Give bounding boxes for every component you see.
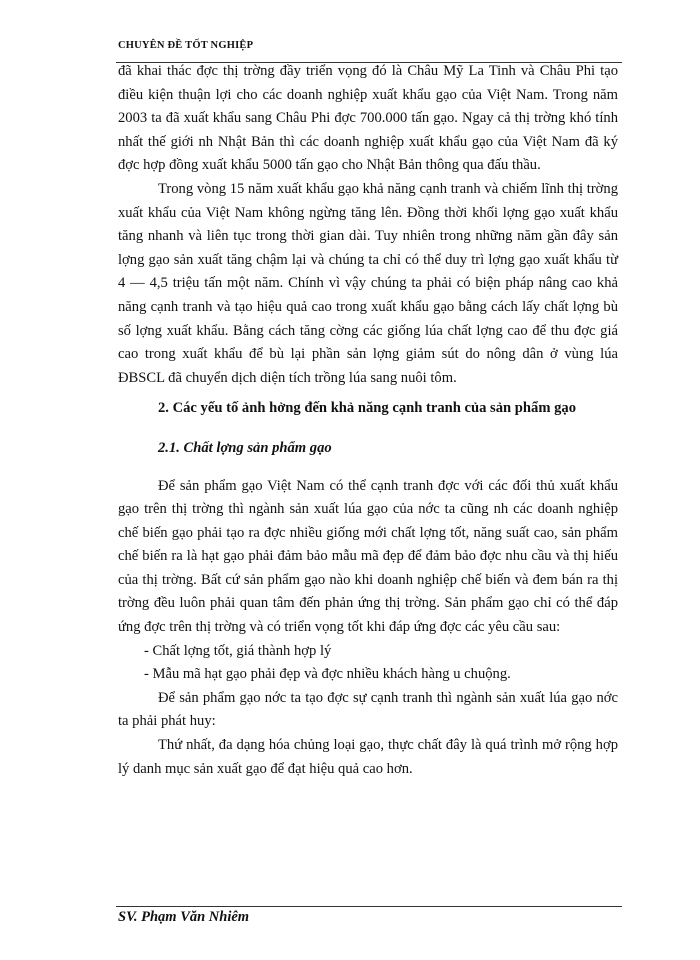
paragraph-continuation: đã khai thác đợc thị trờng đầy triển vọng đó là Châu Mỹ La Tinh và Châu Phi tạo điều kiện thuận lợi cho các doanh nghiệp xuất khẩu gạo của Việt Nam. Trong năm 2003 ta đã xuất khẩu sang Châu Phi đợc 700.000 tấn gạo. Ngay cả thị trờng khó tính nhất thế giới nh Nhật Bản thì các doanh nghiệp xuất khẩu gạo của Việt Nam đã ký đợc hợp đồng xuất khẩu 5000 tấn gạo cho Nhật Bản thông qua đấu thầu. [118, 63, 618, 174]
paragraph-quality: Để sản phẩm gạo Việt Nam có thể cạnh tranh đợc với các đối thủ xuất khẩu gạo trên thị trờng thì ngành sản xuất lúa gạo của nớc ta cũng nh các doanh nghiệp chế biến gạo phải tạo ra đợc nhiều giống mới chất lợng tốt, năng suất cao, sản phẩm chế biến ra là hạt gạo phải đảm bảo mẫu mã đẹp để đảm bảo đợc nhu cầu và thị hiếu của thị trờng. Bất cứ sản phẩm gạo nào khi doanh nghiệp chế biến và đem bán ra thị trờng đều luôn phải quan tâm đến phản ứng thị trờng. Sản phẩm gạo chỉ có thể đáp ứng đợc trên thị trờng và có triển vọng tốt khi đáp ứng đợc các yêu cầu sau: [118, 477, 618, 636]
document-body [118, 60, 618, 781]
footer-divider [116, 906, 622, 907]
footer-author: SV. Phạm Văn Nhiêm [118, 909, 250, 925]
document-header-title: CHUYÊN ĐỀ TỐT NGHIỆP [118, 40, 254, 51]
paragraph-competition: Để sản phẩm gạo nớc ta tạo đợc sự cạnh tranh thì ngành sản xuất lúa gạo nớc ta phải phát huy: [118, 689, 618, 730]
paragraph-first-point: Thứ nhất, đa dạng hóa chủng loại gạo, thực chất đây là quá trình mở rộng hợp lý danh mục sản xuất gạo để đạt hiệu quả cao hơn. [118, 737, 618, 777]
list-item-appearance: - Mẫu mã hạt gạo phải đẹp và đợc nhiều khách hàng u chuộng. [144, 666, 511, 683]
list-item-quality-price: - Chất lợng tốt, giá thành hợp lý [144, 642, 332, 659]
section-heading-2: 2. Các yếu tố ảnh hởng đến khả năng cạnh tranh của sản phẩm gạo [158, 400, 577, 417]
section-heading-2-1: 2.1. Chất lợng sản phẩm gạo [158, 439, 332, 456]
paragraph-export-trend: Trong vòng 15 năm xuất khẩu gạo khả năng cạnh tranh và chiếm lĩnh thị trờng xuất khẩu của Việt Nam không ngừng tăng lên. Đồng thời khối lợng gạo xuất khẩu tăng nhanh và liên tục trong thời gian dài. Tuy nhiên trong những năm gần đây sản lợng gạo sản xuất tăng chậm lại và chúng ta chỉ có thể duy trì lợng gạo xuất khẩu từ 4 — 4,5 triệu tấn một năm. Chính vì vậy chúng ta phải có biện pháp nâng cao khả năng cạnh tranh và tạo hiệu quả cao trong xuất khẩu gạo bằng cách lấy chất lợng bù số lợng xuất khẩu. Bằng cách tăng cờng các giống lúa chất lợng cao để thu đợc giá cao trong xuất khẩu để bù lại phần sản lợng giảm sút do nông dân ở vùng lúa ĐBSCL đã chuyển dịch diện tích trồng lúa sang nuôi tôm. [118, 180, 618, 386]
